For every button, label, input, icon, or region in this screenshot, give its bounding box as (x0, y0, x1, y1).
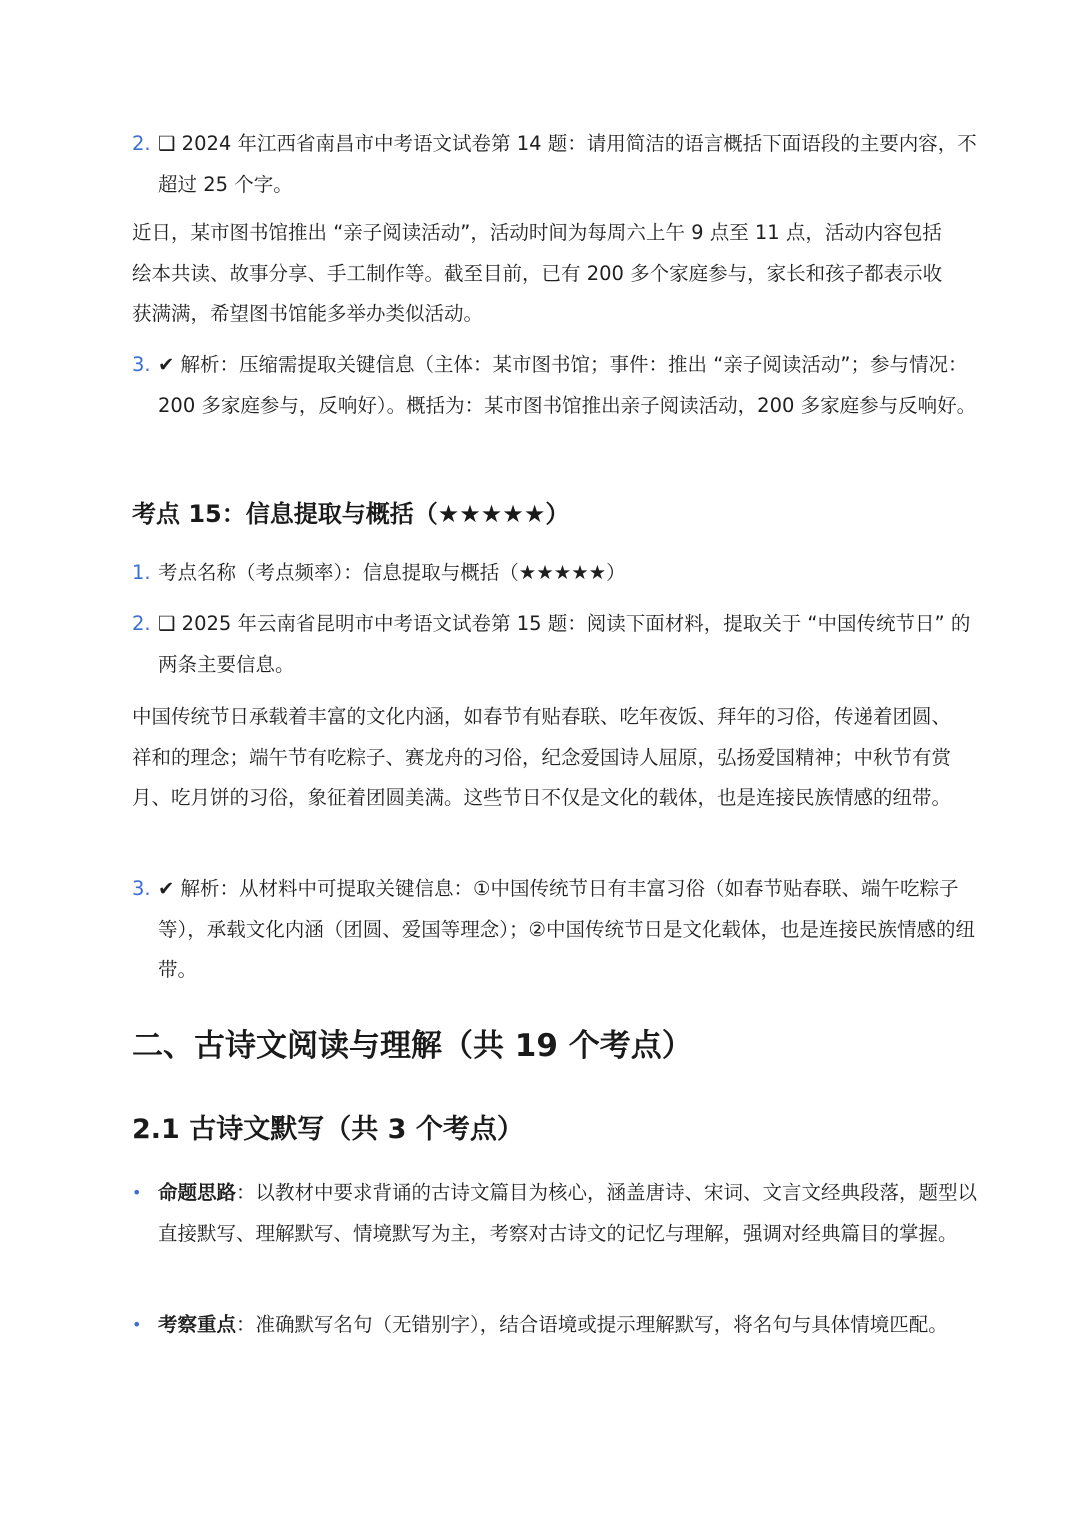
passage-text: 近日，某市图书馆推出 “亲子阅读活动”，活动时间为每周六上午 9 点至 11 点，活动内容包括绘本共读、故事分享、手工制作等。截至目前，已有 200 多个家庭参与，家长和孩子都表示收获满满，希望图书馆能多举办类似活动。 (132, 221, 943, 325)
list-number: 2. (132, 132, 151, 155)
chapter-heading: 二、古诗文阅读与理解（共 19 个考点） (132, 1028, 693, 1064)
list-number: 3. (132, 353, 151, 376)
passage-text: 中国传统节日承载着丰富的文化内涵，如春节有贴春联、吃年夜饭、拜年的习俗，传递着团圆、祥和的理念；端午节有吃粽子、赛龙舟的习俗，纪念爱国诗人屈原，弘扬爱国精神；中秋节有赏月、吃月饼的习俗，象征着团圆美满。这些节日不仅是文化的载体，也是连接民族情感的纽带。 (132, 705, 952, 809)
section-heading: 考点 15：信息提取与概括（★★★★★） (132, 500, 570, 528)
bullet-item (132, 1305, 978, 1346)
list-item (132, 553, 978, 594)
list-number: 3. (132, 877, 151, 900)
list-item (132, 124, 978, 205)
item-text: 考点名称（考点频率）：信息提取与概括（★★★★★） (158, 561, 626, 584)
question-text: ❑ 2025 年云南省昆明市中考语文试卷第 15 题：阅读下面材料，提取关于 “中国传统节日” 的两条主要信息。 (158, 612, 971, 676)
bullet-label: 考察重点 (158, 1313, 237, 1336)
question-text: ❑ 2024 年江西省南昌市中考语文试卷第 14 题：请用简洁的语言概括下面语段的主要内容，不超过 25 个字。 (158, 132, 977, 196)
list-number: 1. (132, 561, 151, 584)
passage-paragraph (132, 213, 952, 335)
bullet-text: ：以教材中要求背诵的古诗文篇目为核心，涵盖唐诗、宋词、文言文经典段落，题型以直接默写、理解默写、情境默写为主，考察对古诗文的记忆与理解，强调对经典篇目的掌握。 (158, 1181, 978, 1245)
passage-paragraph (132, 697, 952, 819)
list-item (132, 604, 978, 685)
list-item (132, 345, 978, 426)
subsection-heading: 2.1 古诗文默写（共 3 个考点） (132, 1114, 524, 1145)
list-number: 2. (132, 612, 151, 635)
bullet-icon: • (132, 1183, 142, 1202)
bullet-label: 命题思路 (158, 1181, 237, 1204)
answer-text: ✔ 解析：从材料中可提取关键信息：①中国传统节日有丰富习俗（如春节贴春联、端午吃粽子等），承载文化内涵（团圆、爱国等理念）；②中国传统节日是文化载体，也是连接民族情感的纽带。 (158, 877, 975, 981)
bullet-text: ：准确默写名句（无错别字），结合语境或提示理解默写，将名句与具体情境匹配。 (236, 1313, 948, 1336)
list-item (132, 869, 978, 991)
bullet-item (132, 1173, 978, 1254)
answer-text: ✔ 解析：压缩需提取关键信息（主体：某市图书馆；事件：推出 “亲子阅读活动”；参与情况：200 多家庭参与，反响好）。概括为：某市图书馆推出亲子阅读活动，200 多家庭参与反响好。 (158, 353, 977, 417)
bullet-icon: • (132, 1315, 142, 1334)
